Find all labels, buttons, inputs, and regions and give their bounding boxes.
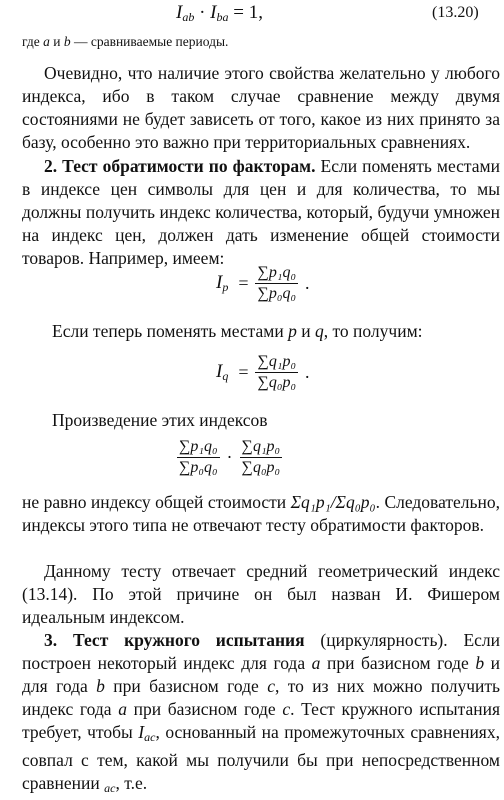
section-3-heading: 3. Тест кружного испытания (44, 630, 305, 650)
footnote-periods: где a и b — сравниваемые периоды. (22, 34, 229, 49)
section-circularity: 3. Тест кружного испытания (циркулярность). Если построен некоторый индекс для года a при базисном годе b и для года b при базисном годе c, то из них можно получить индекс года a при базисном годе c. Тест кружного испытания требует, чтобы $I_{ac}$, основанный на промежуточных сравнениях, совпал с тем, какой мы получили бы при непосредственном сравнении $_{ac}$, т.е. (22, 630, 501, 795)
section-2-heading: 2. Тест обратимости по факторам. (44, 156, 316, 176)
product-text: Произведение этих индексов (52, 410, 268, 430)
paragraph-not-equal: не равно индексу общей стоимости Σq₁p₁/Σq₀p₀. Следовательно, индексы этого типа не отвечают тесту обратимости факторов. (22, 492, 501, 535)
swap-text: Если теперь поменять местами p и q, то получим: (52, 321, 423, 341)
section-factor-reversal: 2. Тест обратимости по факторам. Если поменять местами в индексе цен символы для цен и для количества, то мы должны получить индекс количества, который, будучи умножен на индекс цен, должен дать изменение общей стоимости товаров. Например, имеем: (22, 156, 500, 268)
formula-circular-product: $I_{ab} \cdot I_{ba} = 1$, (176, 2, 263, 24)
paragraph-reversibility-note: Очевидно, что наличие этого свойства желательно у любого индекса, ибо в таком случае сравнение между двумя состояниями не будет зависеть от того, какое из них принято за базу, особенно это важно при территориальных сравнениях. (22, 63, 500, 152)
formula-index-product: $\frac{\text{∑p₁q₀}}{\text{∑p₀q₀}}$ · $\frac{\text{∑q₁p₀}}{\text{∑q₀p₀}}$ (179, 438, 281, 476)
formula-quantity-index: $I_q$ = $\frac{\text{∑q₁p₀}}{\text{∑q₀p₀}}$ . (216, 353, 310, 391)
equation-number: (13.20) (432, 4, 479, 21)
formula-price-index: $I_p$ = $\frac{\text{∑p₁q₀}}{\text{∑p₀q₀}}$ . (216, 264, 310, 302)
paragraph-fisher: Данному тесту отвечает средний геометрический индекс (13.14). По этой причине он был назван И. Фишером идеальным индексом. (22, 561, 500, 627)
